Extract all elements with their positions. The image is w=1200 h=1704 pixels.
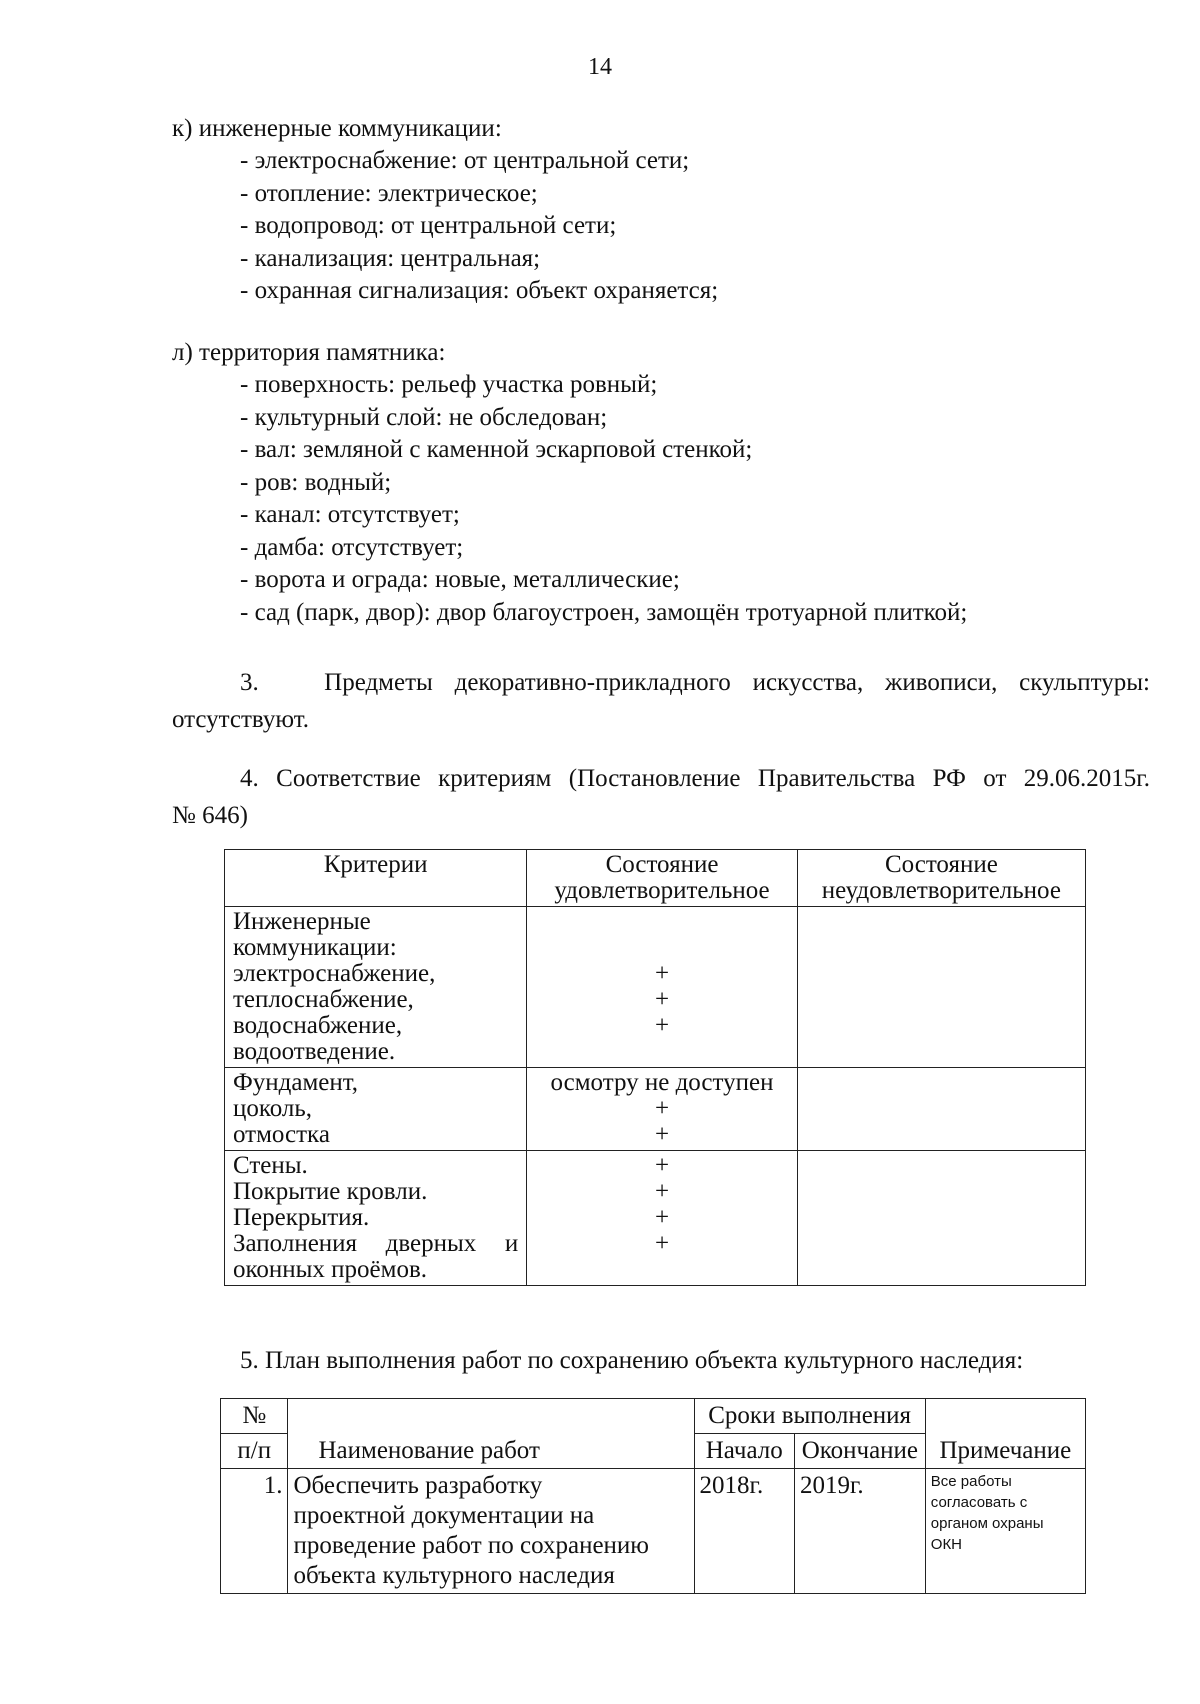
paragraph-4-line1: 4. Соответствие критериям (Постановление Правительства РФ от 29.06.2015г. bbox=[240, 765, 1150, 792]
page-number: 14 bbox=[588, 54, 612, 80]
row-end: 2019г. bbox=[794, 1469, 925, 1594]
paragraph-3-line1: Предметы декоративно-прикладного искусства, живописи, скульптуры: bbox=[324, 669, 1151, 696]
satisfactory-cell: + + + + bbox=[527, 1151, 798, 1286]
section-l-list bbox=[172, 369, 967, 629]
section-l-heading: л) территория памятника: bbox=[172, 339, 446, 366]
list-item: - отопление: электрическое; bbox=[240, 178, 718, 211]
list-item: - водопровод: от центральной сети; bbox=[240, 210, 718, 243]
table-header-row bbox=[225, 850, 1086, 907]
criteria-table bbox=[224, 849, 1086, 1286]
list-item: - вал: земляной с каменной эскарповой стенкой; bbox=[240, 434, 967, 467]
criteria-cell: Стены. Покрытие кровли. Перекрытия. Заполнения дверных и оконных проёмов. bbox=[225, 1151, 527, 1286]
header-start: Начало bbox=[694, 1434, 794, 1469]
row-num: 1. bbox=[221, 1469, 288, 1594]
list-item: - дамба: отсутствует; bbox=[240, 532, 967, 565]
row-name: Обеспечить разработку проектной документации на проведение работ по сохранению объекта культурного наследия bbox=[288, 1469, 694, 1594]
header-name: Наименование работ bbox=[288, 1399, 694, 1469]
list-item: - сад (парк, двор): двор благоустроен, замощён тротуарной плиткой; bbox=[240, 597, 967, 630]
satisfactory-cell: осмотру не доступен + + bbox=[527, 1068, 798, 1151]
paragraph-4 bbox=[172, 760, 1150, 834]
paragraph-3-line2: отсутствуют. bbox=[172, 706, 310, 733]
unsatisfactory-cell bbox=[797, 1151, 1085, 1286]
unsatisfactory-cell bbox=[797, 1068, 1085, 1151]
section-k-list bbox=[172, 145, 718, 308]
table-header-row bbox=[221, 1399, 1086, 1434]
satisfactory-cell: + + + bbox=[527, 907, 798, 1068]
header-num-2: п/п bbox=[221, 1434, 288, 1469]
header-end: Окончание bbox=[794, 1434, 925, 1469]
section-k-heading: к) инженерные коммуникации: bbox=[172, 115, 502, 142]
list-item: - ров: водный; bbox=[240, 467, 967, 500]
section-k-engineering bbox=[172, 112, 718, 308]
table-row bbox=[221, 1469, 1086, 1594]
plan-table bbox=[220, 1398, 1086, 1594]
list-item: - канализация: центральная; bbox=[240, 243, 718, 276]
list-item: - охранная сигнализация: объект охраняется; bbox=[240, 275, 718, 308]
header-unsatisfactory: Состояние неудовлетворительное bbox=[797, 850, 1085, 907]
list-item: - канал: отсутствует; bbox=[240, 499, 967, 532]
unsatisfactory-cell bbox=[797, 907, 1085, 1068]
criteria-cell: Фундамент, цоколь, отмостка bbox=[225, 1068, 527, 1151]
list-item: - ворота и ограда: новые, металлические; bbox=[240, 564, 967, 597]
table-row bbox=[225, 907, 1086, 1068]
header-note: Примечание bbox=[925, 1399, 1085, 1469]
list-item: - электроснабжение: от центральной сети; bbox=[240, 145, 718, 178]
row-start: 2018г. bbox=[694, 1469, 794, 1594]
header-satisfactory: Состояние удовлетворительное bbox=[527, 850, 798, 907]
paragraph-3 bbox=[172, 664, 1150, 738]
paragraph-4-line2: № 646) bbox=[172, 802, 248, 829]
table-row bbox=[225, 1068, 1086, 1151]
header-terms: Сроки выполнения bbox=[694, 1399, 925, 1434]
row-note: Все работы согласовать с органом охраны ОКН bbox=[925, 1469, 1085, 1594]
list-item: - поверхность: рельеф участка ровный; bbox=[240, 369, 967, 402]
section-l-territory bbox=[172, 336, 967, 629]
criteria-cell: Инженерные коммуникации: электроснабжение, теплоснабжение, водоснабжение, водоотведение. bbox=[225, 907, 527, 1068]
table-row bbox=[225, 1151, 1086, 1286]
header-criteria: Критерии bbox=[225, 850, 527, 907]
paragraph-5: 5. План выполнения работ по сохранению объекта культурного наследия: bbox=[240, 1347, 1024, 1374]
header-num: № bbox=[221, 1399, 288, 1434]
list-item: - культурный слой: не обследован; bbox=[240, 402, 967, 435]
paragraph-3-number: 3. bbox=[240, 669, 259, 696]
